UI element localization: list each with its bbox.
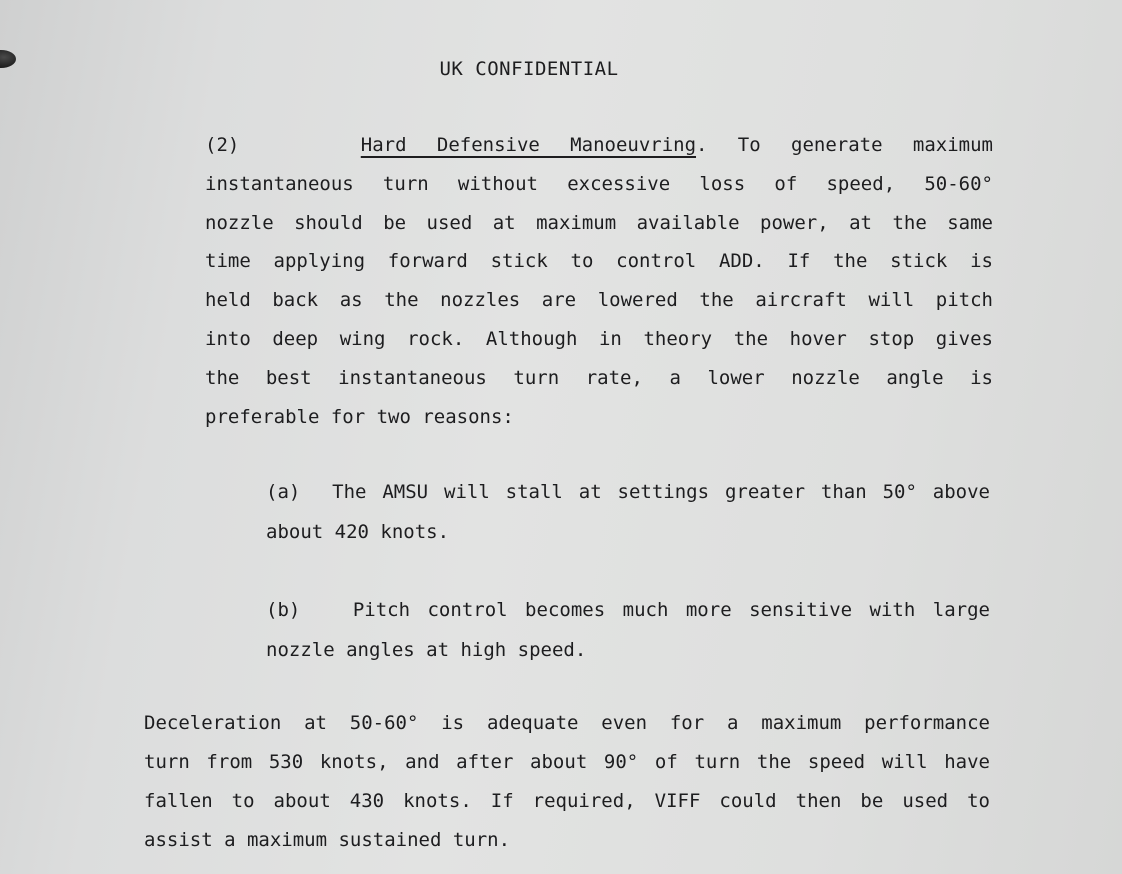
final-line-2: fallen to about 430 knots. If required, VIFF could then be used to [144, 790, 990, 812]
sub-item-b [266, 590, 990, 670]
sub-item-a [266, 472, 990, 552]
paragraph-line-0: . To generate maximum [696, 134, 993, 156]
paragraph-deceleration [144, 704, 990, 860]
sub-item-b-label: (b) [266, 599, 301, 621]
paragraph-line-4: held back as the nozzles are lowered the aircraft will pitch [205, 289, 993, 312]
sub-item-a-first-line [266, 472, 990, 512]
paragraph-line-3: time applying forward stick to control ADD. If the stick is [205, 250, 993, 273]
final-line-1: turn from 530 knots, and after about 90° of turn the speed will have [144, 751, 990, 773]
sub-item-a-line-1: about 420 knots. [266, 521, 450, 543]
final-line-3: assist a maximum sustained turn. [144, 829, 511, 851]
paragraph-line-1: instantaneous turn without excessive loss of speed, 50-60° [205, 172, 993, 195]
paragraph-hard-defensive-manoeuvring [205, 126, 993, 436]
sub-item-b-line-0: Pitch control becomes much more sensitive with large [352, 599, 990, 621]
paragraph-first-line [205, 126, 993, 165]
sub-item-a-line-0: The AMSU will stall at settings greater than 50° above [332, 481, 990, 503]
sub-item-b-first-line [266, 590, 990, 630]
paragraph-line-7: preferable for two reasons: [205, 405, 514, 428]
classification-header: UK CONFIDENTIAL [439, 58, 619, 80]
paragraph-line-5: into deep wing rock. Although in theory the hover stop gives [205, 327, 993, 350]
paragraph-number: (2) [205, 134, 240, 156]
final-line-0: Deceleration at 50-60° is adequate even for a maximum performance [144, 712, 990, 734]
paragraph-line-2: nozzle should be used at maximum available power, at the same [205, 211, 993, 234]
sub-item-b-line-1: nozzle angles at high speed. [266, 639, 587, 661]
paragraph-heading: Hard Defensive Manoeuvring [360, 134, 697, 156]
sub-item-a-label: (a) [266, 481, 301, 503]
paragraph-line-6: the best instantaneous turn rate, a lower nozzle angle is [205, 366, 993, 389]
